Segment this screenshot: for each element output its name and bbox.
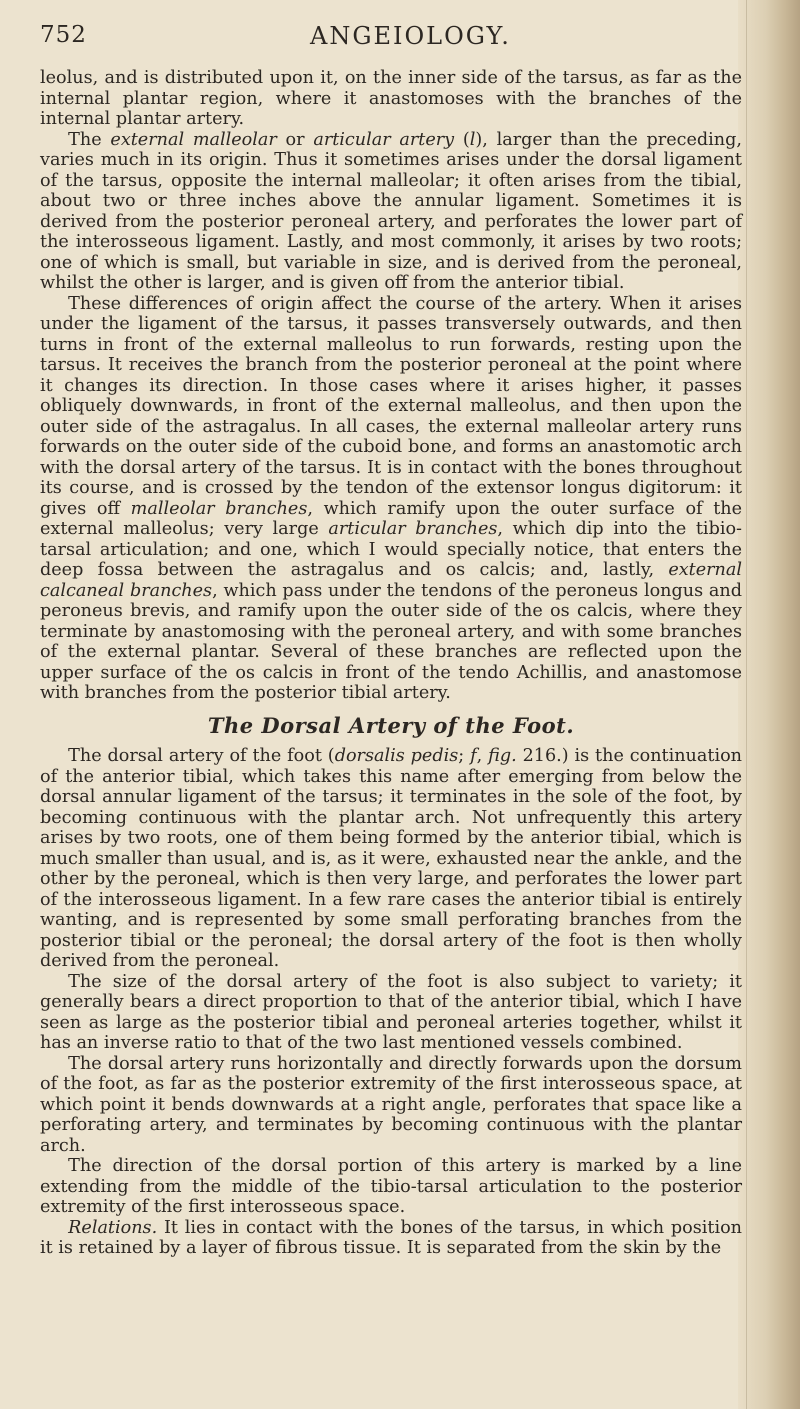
italic-term: f — [470, 746, 477, 766]
paragraph-1 — [40, 68, 742, 130]
text-run: 216.) is the continuation of the anterior tibial, which takes this name after emerging from below the dorsal annular ligament of the tarsus; it terminates in the sole of the foot, by becoming continuous with the plantar arch. Not unfrequently this artery arises by two roots, one of them being formed by the anterior tibial, which is much smaller than usual, and is, as it were, exhausted near the ankle, and the other by the peroneal, which is then very large, and perforates the lower part of the interosseous ligament. In a few rare cases the anterior tibial is entirely wanting, and is represented by some small perforating branches from the posterior tibial or the peroneal; the dorsal artery of the foot is then wholly derived from the peroneal. — [40, 746, 742, 971]
text-run: leolus, and is distributed upon it, on the inner side of the tarsus, as far as the internal plantar region, where it anastomoses with the branches of the internal plantar artery. — [40, 68, 742, 129]
page-edge-shadow — [738, 0, 800, 1409]
text-run: The — [68, 129, 111, 150]
text-run: It lies in contact with the bones of the tarsus, in which position it is retained by a layer of fibrous tissue. It is separated from the skin by the — [40, 1217, 742, 1258]
paragraph-3 — [40, 294, 742, 704]
text-run: These differences of origin affect the course of the artery. When it arises under the ligament of the tarsus, it passes transversely outwards, and then turns in front of the external malleolus to run forwards, resting upon the tarsus. It receives the branch from the posterior peroneal at the point where it changes its direction. In those cases where it arises higher, it passes obliquely downwards, in front of the external malleolus, and then upon the outer side of the astragalus. In all cases, the external malleolar artery runs forwards on the outer side of the cuboid bone, and forms an anastomotic arch with the dorsal artery of the tarsus. It is in contact with the bones throughout its course, and is crossed by the tendon of the extensor longus digitorum: it gives off — [40, 293, 742, 519]
italic-term: external calcaneal branches — [40, 560, 742, 601]
text-run: or — [276, 129, 314, 150]
italic-term: dorsalis pedis — [334, 746, 459, 766]
italic-term: l — [469, 129, 476, 150]
italic-term: external malleolar — [110, 129, 277, 150]
running-head: ANGEIOLOGY. — [310, 22, 511, 50]
text-run: The direction of the dorsal portion of this artery is marked by a line extending from the middle of the tibio-tarsal articulation to the posterior extremity of the first interosseous space. — [40, 1156, 742, 1217]
paragraph-4 — [40, 746, 742, 972]
paragraph-5 — [40, 972, 742, 1054]
text-run: , which ramify upon the outer surface of the external malleolus; very large — [40, 498, 743, 539]
page-number: 752 — [40, 22, 87, 48]
text-run: ; — [458, 746, 471, 766]
body-text — [40, 68, 742, 1259]
italic-term: articular branches — [328, 519, 498, 539]
page-header — [40, 22, 740, 62]
italic-term: Relations. — [68, 1217, 158, 1238]
paragraph-6 — [40, 1054, 742, 1157]
paragraph-8 — [40, 1218, 742, 1259]
paragraph-2 — [40, 130, 742, 294]
text-run: ( — [454, 129, 470, 150]
text-run: , which dip into the tibio-tarsal articulation; and one, which I would specially notice, that enters the deep fossa between the astragalus and os calcis; and, lastly, — [40, 519, 742, 580]
paragraph-7 — [40, 1156, 742, 1218]
text-run: The dorsal artery runs horizontally and directly forwards upon the dorsum of the foot, as far as the posterior extremity of the first interosseous space, at which point it bends downwards at a right angle, perforates that space like a perforating artery, and terminates by becoming continuous with the plantar arch. — [40, 1053, 742, 1156]
italic-term: articular artery — [313, 129, 455, 150]
text-run: , — [476, 746, 489, 766]
italic-term: fig. — [488, 746, 517, 766]
text-run: ), larger than the preceding, varies much in its origin. Thus it sometimes arises under the dorsal ligament of the tarsus, opposite the internal malleolar; it often arises from the tibial, about two or three inches above the annular ligament. Sometimes it is derived from the posterior peroneal artery, and perforates the lower part of the interosseous ligament. Lastly, and most commonly, it arises by two roots; one of which is small, but variable in size, and is derived from the peroneal, whilst the other is larger, and is given off from the anterior tibial. — [40, 129, 742, 293]
italic-term: malleolar branches — [130, 498, 308, 519]
text-run: , which pass under the tendons of the peroneus longus and peroneus brevis, and ramify upon the outer side of the os calcis, where they terminate by anastomosing with the peroneal artery, and with some branches of the external plantar. Several of these branches are reflected upon the upper surface of the os calcis in front of the tendo Achillis, and anastomose with branches from the posterior tibial artery. — [40, 580, 742, 703]
section-heading: The Dorsal Artery of the Foot. — [207, 712, 575, 738]
text-run: The size of the dorsal artery of the foot is also subject to variety; it generally bears a direct proportion to that of the anterior tibial, which I have seen as large as the posterior tibial and peroneal arteries together, whilst it has an inverse ratio to that of the two last mentioned vessels combined. — [40, 971, 742, 1053]
text-run: The dorsal artery of the foot ( — [68, 746, 335, 766]
